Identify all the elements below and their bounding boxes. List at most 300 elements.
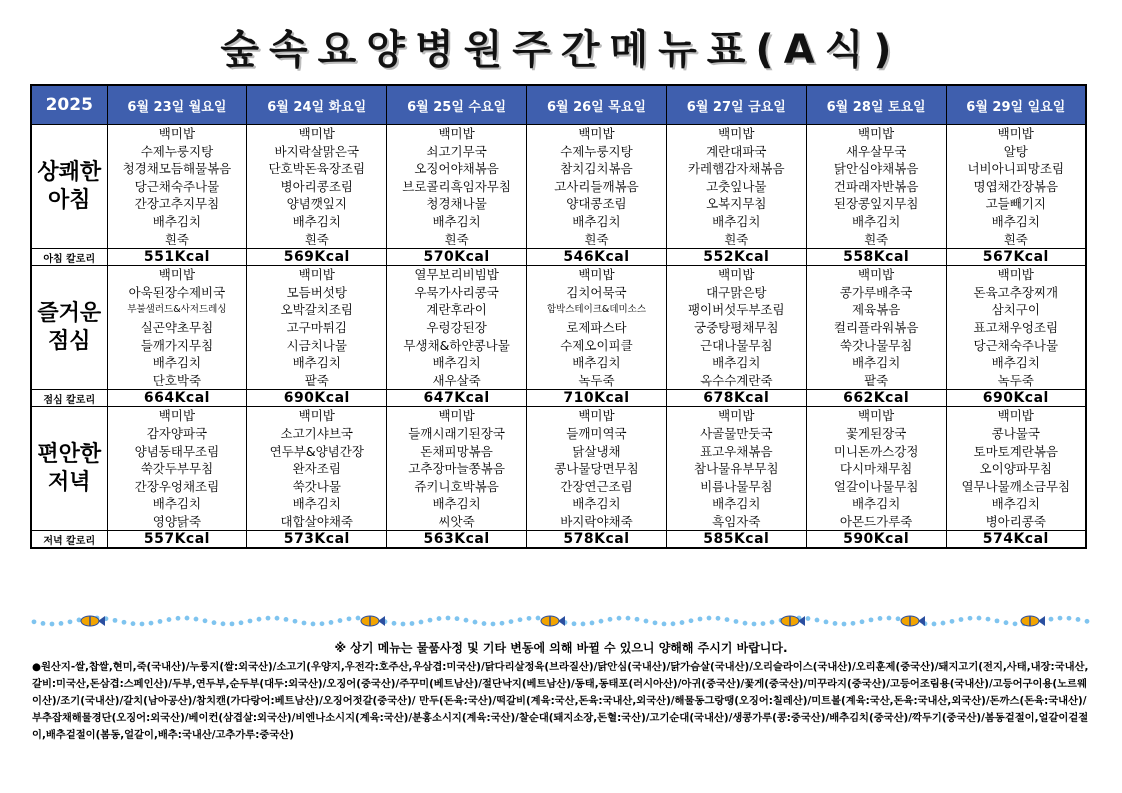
fish-icon [781, 616, 805, 626]
bubble-dot [257, 617, 262, 622]
meal-label-line: 편안한 [37, 441, 102, 467]
menu-item: 새우살무국 [845, 143, 907, 159]
menu-item: 병아리콩죽 [985, 513, 1046, 529]
menu-cell [107, 407, 247, 531]
bubble-dot [158, 619, 163, 624]
bubble-dot [176, 616, 181, 621]
bubble-dot [275, 616, 280, 621]
menu-item: 백미밥 [858, 267, 895, 283]
bubble-dot [482, 621, 487, 626]
bubble-dot [455, 616, 460, 621]
menu-cell [387, 266, 527, 390]
menu-item: 흰죽 [584, 231, 609, 247]
bubble-dot [1085, 619, 1090, 624]
bubble-dot [680, 620, 685, 625]
bubble-dot [995, 618, 1000, 623]
menu-item: 고추장마늘쫑볶음 [408, 461, 505, 477]
bubble-dot [527, 616, 532, 621]
menu-item: 고춧잎나물 [706, 178, 767, 194]
meal-row [31, 266, 1086, 390]
menu-item: 콩가루배추국 [839, 284, 913, 300]
kcal-value: 569Kcal [247, 249, 387, 266]
menu-item: 쑥갓두부무침 [140, 461, 214, 477]
menu-item: 백미밥 [578, 408, 615, 424]
bubble-dot [140, 622, 145, 627]
bubble-dot [851, 621, 856, 626]
bubble-dot [806, 616, 811, 621]
menu-item: 배추김치 [432, 213, 481, 229]
menu-item: 김치어묵국 [566, 284, 627, 300]
bubble-dot [662, 621, 667, 626]
menu-item: 배추김치 [292, 213, 341, 229]
bubble-dot [59, 621, 64, 626]
menu-item: 옥수수계란죽 [700, 372, 773, 388]
fish-icon [1021, 616, 1045, 626]
bubble-dot [266, 616, 271, 621]
bubble-dot [653, 620, 658, 625]
menu-item: 완자조림 [292, 461, 341, 477]
menu-item: 양념깻잎지 [286, 196, 347, 212]
menu-cell [666, 266, 806, 390]
bubble-dot [869, 617, 874, 622]
bubble-dot [770, 620, 775, 625]
menu-item: 닭안심야채볶음 [833, 161, 919, 177]
menu-item: 배추김치 [851, 496, 901, 512]
menu-item: 흰죽 [444, 231, 469, 247]
menu-item: 청경채나물 [426, 196, 487, 212]
menu-item: 다시마채무침 [839, 461, 913, 477]
menu-cell [946, 125, 1086, 249]
bubble-dot [230, 621, 235, 626]
menu-item: 연두부&양념간장 [269, 443, 364, 459]
bubble-dot [338, 618, 343, 623]
menu-item: 흰죽 [304, 231, 329, 247]
menu-cell [247, 266, 387, 390]
menu-cell [806, 266, 946, 390]
menu-item: 백미밥 [997, 126, 1034, 141]
bubble-dot [734, 619, 739, 624]
menu-item: 고들빼기지 [985, 196, 1046, 212]
bubble-dot [590, 621, 595, 626]
bubble-dot [212, 620, 217, 625]
menu-item: 배추김치 [712, 496, 761, 512]
bubble-dot [878, 616, 883, 621]
meal-label [31, 266, 107, 390]
bubble-dot [419, 620, 424, 625]
menu-cell [666, 125, 806, 249]
bubble-dot [617, 616, 622, 621]
kcal-value: 552Kcal [666, 249, 806, 266]
bubble-dot [410, 621, 415, 626]
menu-item: 토마토계란볶음 [973, 443, 1059, 459]
bubble-dot [248, 619, 253, 624]
menu-cell [806, 125, 946, 249]
menu-item: 명엽채간장볶음 [973, 178, 1059, 194]
menu-item: 백미밥 [298, 126, 335, 141]
kcal-value: 570Kcal [387, 249, 527, 266]
bubble-dot [725, 617, 730, 622]
bubble-dot [635, 617, 640, 622]
page-title: 숲속요양병원주간메뉴표(A식) [220, 27, 902, 73]
bubble-dot [977, 616, 982, 621]
day-header: 6월 23일 월요일 [107, 85, 247, 125]
kcal-value: 563Kcal [387, 531, 527, 549]
bubble-dot [509, 619, 514, 624]
day-header: 6월 25일 수요일 [387, 85, 527, 125]
menu-item: 배추김치 [152, 213, 202, 229]
bubble-dot [50, 622, 55, 627]
menu-item: 배추김치 [851, 213, 901, 229]
meal-label [31, 125, 107, 249]
menu-item: 배추김치 [572, 496, 621, 512]
menu-item: 백미밥 [997, 267, 1034, 283]
kcal-value: 678Kcal [666, 390, 806, 407]
bubble-dot [131, 621, 136, 626]
bubble-dot [644, 619, 649, 624]
bubble-dot [860, 619, 865, 624]
menu-item: 된장콩잎지무침 [833, 196, 919, 212]
menu-item: 백미밥 [578, 126, 615, 141]
menu-item: 백미밥 [858, 126, 895, 141]
menu-item: 무생채&하얀콩나물 [403, 337, 510, 353]
bubble-dot [1076, 617, 1081, 622]
bubble-dot [707, 616, 712, 621]
menu-item: 배추김치 [991, 213, 1040, 229]
menu-item: 백미밥 [718, 408, 755, 424]
bubble-dot [500, 621, 505, 626]
kcal-value: 557Kcal [107, 531, 247, 549]
menu-cell [806, 407, 946, 531]
bubble-dot [698, 617, 703, 622]
menu-cell [946, 266, 1086, 390]
menu-item: 흰죽 [164, 231, 189, 247]
menu-cell [247, 125, 387, 249]
menu-item: 팥죽 [304, 372, 329, 388]
menu-item: 열무나물깨소금무침 [961, 478, 1071, 494]
kcal-value: 573Kcal [247, 531, 387, 549]
menu-cell [527, 407, 667, 531]
bubble-dot [356, 616, 361, 621]
menu-item: 열무보리비빔밥 [414, 267, 499, 283]
menu-item: 배추김치 [572, 355, 621, 371]
bubble-dot [959, 617, 964, 622]
kcal-value: 567Kcal [946, 249, 1086, 266]
bubble-dot [329, 620, 334, 625]
bubble-dot [1004, 620, 1009, 625]
origin-text: ●원산지-쌀,찹쌀,현미,죽(국내산)/누룽지(쌀:외국산)/소고기(우양지,우전각:호주산,우삼겹:미국산)/닭다리살정육(브라질산)/닭안심(국내산)/닭가슴살(국내산)/오리슬라이스(국내산)/오리훈제(중국산)/돼지고기(전지,사태,내장:국내산,갈비:미국산,돈삼겹:스페인산)/두부,연두부,순두부(대두:외국산)/오징어(중국산)/주꾸미(베트남산)/절단낙지(베트남산)/동태,동태포(러시아산)/아귀(중국산)/꽃게(중국산)/미꾸라지(중국산)/고등어조림용(국내산)/고등어구이용(노르웨이산)/조기(국내산)/갈치(남아공산)/참치캔(가다랑어:베트남산)/오징어젓갈(중국산)/ 만두(돈육:국산)/떡갈비(계육:국산,돈육:국내산,외국산)/해물동그랑땡(오징어:칠레산)/미트볼(계육:국산,돈육:국내산,외국산)/돈까스(돈육:국내산)/부추잡채해물경단(오징어:외국산)/베이컨(삼겹살:외국산)/비엔나소시지(계육:국산)/분홍소시지(계육:국산)/찰순대(돼지소장,돈혈:국산)/고기순대(국내산)/생콩가루(콩:중국산)/배추김치(중국산)/깍두기(중국산)/봄동겉절이,얼갈이겉절이,배추겉절이(봄동,얼갈이,배추:국내산/고추가루:중국산) [32, 661, 1089, 741]
menu-item: 배추김치 [572, 213, 621, 229]
menu-cell [107, 125, 247, 249]
menu-item: 오박갈치조림 [280, 302, 353, 318]
fish-icon [81, 616, 105, 626]
menu-item: 백미밥 [718, 267, 755, 283]
menu-item: 표고우채볶음 [700, 443, 773, 459]
bubble-dot [743, 621, 748, 626]
bubble-dot [347, 616, 352, 621]
menu-item: 참치김치볶음 [560, 161, 633, 177]
bubble-dot [950, 619, 955, 624]
menu-item: 양대콩조림 [566, 196, 627, 212]
bubble-dot [824, 620, 829, 625]
menu-item: 카레햄감자채볶음 [687, 161, 785, 177]
menu-item: 백미밥 [298, 408, 335, 424]
menu-item: 우렁강된장 [426, 319, 487, 335]
bubble-dot [1067, 616, 1072, 621]
menu-item: 당근채숙주나물 [973, 337, 1059, 353]
bubble-dot [842, 622, 847, 627]
menu-cell [946, 407, 1086, 531]
menu-item: 참나물유부무침 [694, 461, 779, 477]
kcal-label: 아침 칼로리 [31, 249, 107, 266]
menu-item: 시금치나물 [286, 337, 347, 353]
menu-item: 백미밥 [578, 267, 615, 283]
bubble-dot [428, 618, 433, 623]
bubble-dot [68, 619, 73, 624]
bubble-dot [1058, 616, 1063, 621]
bubble-dot [671, 621, 676, 626]
menu-item: 씨앗죽 [438, 513, 475, 529]
menu-item: 들깨미역국 [566, 425, 627, 441]
menu-item: 팽이버섯두부조림 [687, 302, 785, 318]
bubble-dot [320, 621, 325, 626]
menu-item: 컬리플라워볶음 [833, 319, 919, 335]
bubble-dot [716, 616, 721, 621]
kcal-row [31, 390, 1086, 407]
menu-item: 우묵가사리콩국 [414, 284, 499, 300]
menu-cell [107, 266, 247, 390]
kcal-value: 558Kcal [806, 249, 946, 266]
fish-icon [901, 616, 925, 626]
menu-item: 백미밥 [158, 267, 196, 283]
bubble-dot [437, 616, 442, 621]
menu-item: 감자양파국 [146, 425, 208, 441]
bubble-dot [986, 617, 991, 622]
kcal-value: 585Kcal [666, 531, 806, 549]
day-header: 6월 29일 일요일 [946, 85, 1086, 125]
bubble-dot [41, 621, 46, 626]
meal-label-line: 즐거운 [37, 300, 102, 326]
kcal-value: 662Kcal [806, 390, 946, 407]
menu-item: 계란대파국 [706, 143, 767, 159]
kcal-value: 690Kcal [946, 390, 1086, 407]
bubble-dot [473, 620, 478, 625]
menu-item: 대구맑은탕 [706, 284, 767, 300]
menu-item: 아욱된장수제비국 [128, 284, 226, 300]
menu-item: 브로콜리흑임자무침 [402, 178, 511, 194]
bubble-dot [122, 620, 127, 625]
kcal-row [31, 531, 1086, 549]
day-header: 6월 24일 화요일 [247, 85, 387, 125]
bubble-dot [761, 621, 766, 626]
menu-item: 근대나물무침 [700, 337, 773, 353]
menu-item: 바지락야채죽 [560, 513, 633, 529]
menu-item: 배추김치 [991, 496, 1040, 512]
menu-item: 돈육고추장찌개 [973, 284, 1059, 300]
menu-item: 실곤약초무침 [140, 319, 214, 335]
bubble-dot [752, 622, 757, 627]
menu-cell [387, 125, 527, 249]
kcal-label: 점심 칼로리 [31, 390, 107, 407]
menu-item: 돈채피망볶음 [420, 443, 493, 459]
menu-item: 표고채우엉조림 [973, 319, 1059, 335]
menu-item: 백미밥 [858, 408, 895, 424]
kcal-row [31, 249, 1086, 266]
bubble-dot [401, 622, 406, 627]
bubble-dot [572, 621, 577, 626]
menu-item: 흰죽 [724, 231, 749, 247]
kcal-value: 690Kcal [247, 390, 387, 407]
bubble-dot [896, 616, 901, 621]
bubble-dot [185, 616, 190, 621]
meal-row [31, 407, 1086, 531]
meal-row [31, 125, 1086, 249]
menu-item: 로제파스타 [566, 319, 627, 335]
menu-item: 궁중탕평채무침 [694, 319, 779, 335]
menu-item: 건파래자반볶음 [833, 178, 919, 194]
menu-item: 함박스테이크&데미소스 [546, 304, 647, 316]
kcal-value: 574Kcal [946, 531, 1086, 549]
bubble-dot [608, 617, 613, 622]
menu-item: 고사리들깨볶음 [554, 178, 639, 194]
menu-item: 꽃게된장국 [845, 425, 907, 441]
menu-item: 흰죽 [1003, 231, 1028, 247]
bubble-dot [815, 618, 820, 623]
kcal-value: 551Kcal [107, 249, 247, 266]
menu-item: 오이양파무침 [979, 461, 1052, 477]
bubble-dot [113, 618, 118, 623]
kcal-value: 590Kcal [806, 531, 946, 549]
menu-item: 아몬드가루죽 [839, 513, 913, 529]
menu-item: 모듬버섯탕 [286, 284, 347, 300]
menu-item: 배추김치 [152, 496, 202, 512]
bubble-dot [941, 621, 946, 626]
bubble-dot [149, 621, 154, 626]
menu-item: 배추김치 [152, 355, 202, 371]
menu-item: 제육볶음 [851, 302, 901, 318]
menu-item: 쥬키니호박볶음 [414, 478, 499, 494]
bubble-dot [1049, 617, 1054, 622]
menu-item: 쇠고기무국 [426, 143, 487, 159]
menu-item: 쑥갓나물 [292, 478, 341, 494]
year-cell: 2025 [31, 85, 107, 125]
menu-item: 영양닭죽 [152, 513, 202, 529]
menu-item: 백미밥 [158, 408, 196, 424]
menu-item: 삼치구이 [991, 302, 1040, 318]
kcal-value: 578Kcal [527, 531, 667, 549]
menu-item: 간장연근조림 [560, 478, 633, 494]
menu-item: 고구마튀김 [286, 319, 347, 335]
menu-item: 당근채숙주나물 [134, 178, 220, 194]
bubble-dot [203, 618, 208, 623]
menu-item: 바지락살맑은국 [274, 143, 360, 159]
bubble-dot [167, 617, 172, 622]
menu-cell [527, 266, 667, 390]
bubble-dot [1013, 621, 1018, 626]
bubble-dot [302, 621, 307, 626]
menu-item: 소고기샤브국 [280, 425, 353, 441]
bubble-dot [932, 622, 937, 627]
weekly-menu-table [30, 84, 1087, 549]
day-header: 6월 27일 금요일 [666, 85, 806, 125]
bubble-dot [581, 622, 586, 627]
fish-wave-divider [30, 614, 1090, 628]
meal-label-line: 저녁 [47, 469, 91, 495]
menu-item: 단호박돈육장조림 [268, 161, 366, 177]
menu-item: 콩나물당면무침 [554, 461, 639, 477]
menu-item: 비름나물무침 [700, 478, 773, 494]
menu-item: 들깨가지무침 [140, 337, 214, 353]
menu-item: 백미밥 [438, 408, 475, 424]
menu-cell [247, 407, 387, 531]
menu-item: 백미밥 [438, 126, 475, 141]
bubble-dot [491, 622, 496, 627]
menu-item: 배추김치 [712, 355, 761, 371]
bubble-dot [536, 616, 541, 621]
menu-item: 배추김치 [991, 355, 1040, 371]
menu-item: 배추김치 [292, 496, 341, 512]
menu-item: 배추김치 [851, 355, 901, 371]
bubble-dot [293, 619, 298, 624]
menu-cell [387, 407, 527, 531]
menu-item: 청경채모듬해물볶음 [122, 161, 232, 177]
menu-item: 흑임자죽 [712, 513, 761, 529]
fish-icon [541, 616, 565, 626]
bubble-dot [689, 618, 694, 623]
menu-item: 배추김치 [432, 496, 481, 512]
menu-item: 수제오이피클 [560, 337, 633, 353]
menu-item: 배추김치 [712, 213, 761, 229]
day-header: 6월 28일 토요일 [806, 85, 946, 125]
menu-item: 단호박죽 [152, 372, 202, 388]
menu-item: 백미밥 [718, 126, 755, 141]
menu-item: 백미밥 [298, 267, 335, 283]
menu-item: 팥죽 [864, 372, 889, 388]
bubble-dot [221, 621, 226, 626]
menu-cell [527, 125, 667, 249]
menu-item: 수제누룽지탕 [140, 143, 214, 159]
menu-item: 병아리콩조림 [280, 178, 353, 194]
bubble-dot [284, 617, 289, 622]
bubble-dot [887, 616, 892, 621]
bubble-dot [968, 616, 973, 621]
menu-item: 백미밥 [158, 126, 196, 141]
kcal-value: 647Kcal [387, 390, 527, 407]
menu-item: 양념동태무조림 [134, 443, 220, 459]
menu-item: 부불샐러드&사저드레싱 [127, 304, 227, 316]
bubble-dot [833, 621, 838, 626]
menu-item: 계란후라이 [426, 302, 487, 318]
menu-item: 사골물만둣국 [700, 425, 773, 441]
menu-item: 미니돈까스강정 [833, 443, 919, 459]
menu-item: 콩나물국 [991, 425, 1040, 441]
menu-cell [666, 407, 806, 531]
menu-item: 오징어야채볶음 [414, 161, 499, 177]
menu-item: 배추김치 [292, 355, 341, 371]
menu-item: 배추김치 [432, 355, 481, 371]
menu-item: 녹두죽 [997, 372, 1034, 388]
bubble-dot [32, 619, 37, 624]
day-header: 6월 26일 목요일 [527, 85, 667, 125]
menu-item: 수제누룽지탕 [560, 143, 633, 159]
menu-item: 들깨시래기된장국 [408, 425, 505, 441]
bubble-dot [446, 616, 451, 621]
bubble-dot [464, 618, 469, 623]
menu-item: 쑥갓나물무침 [839, 337, 913, 353]
fish-icon [361, 616, 385, 626]
menu-item: 너비아니피망조림 [967, 161, 1065, 177]
menu-item: 간장고추지무침 [134, 196, 220, 212]
bubble-dot [239, 620, 244, 625]
